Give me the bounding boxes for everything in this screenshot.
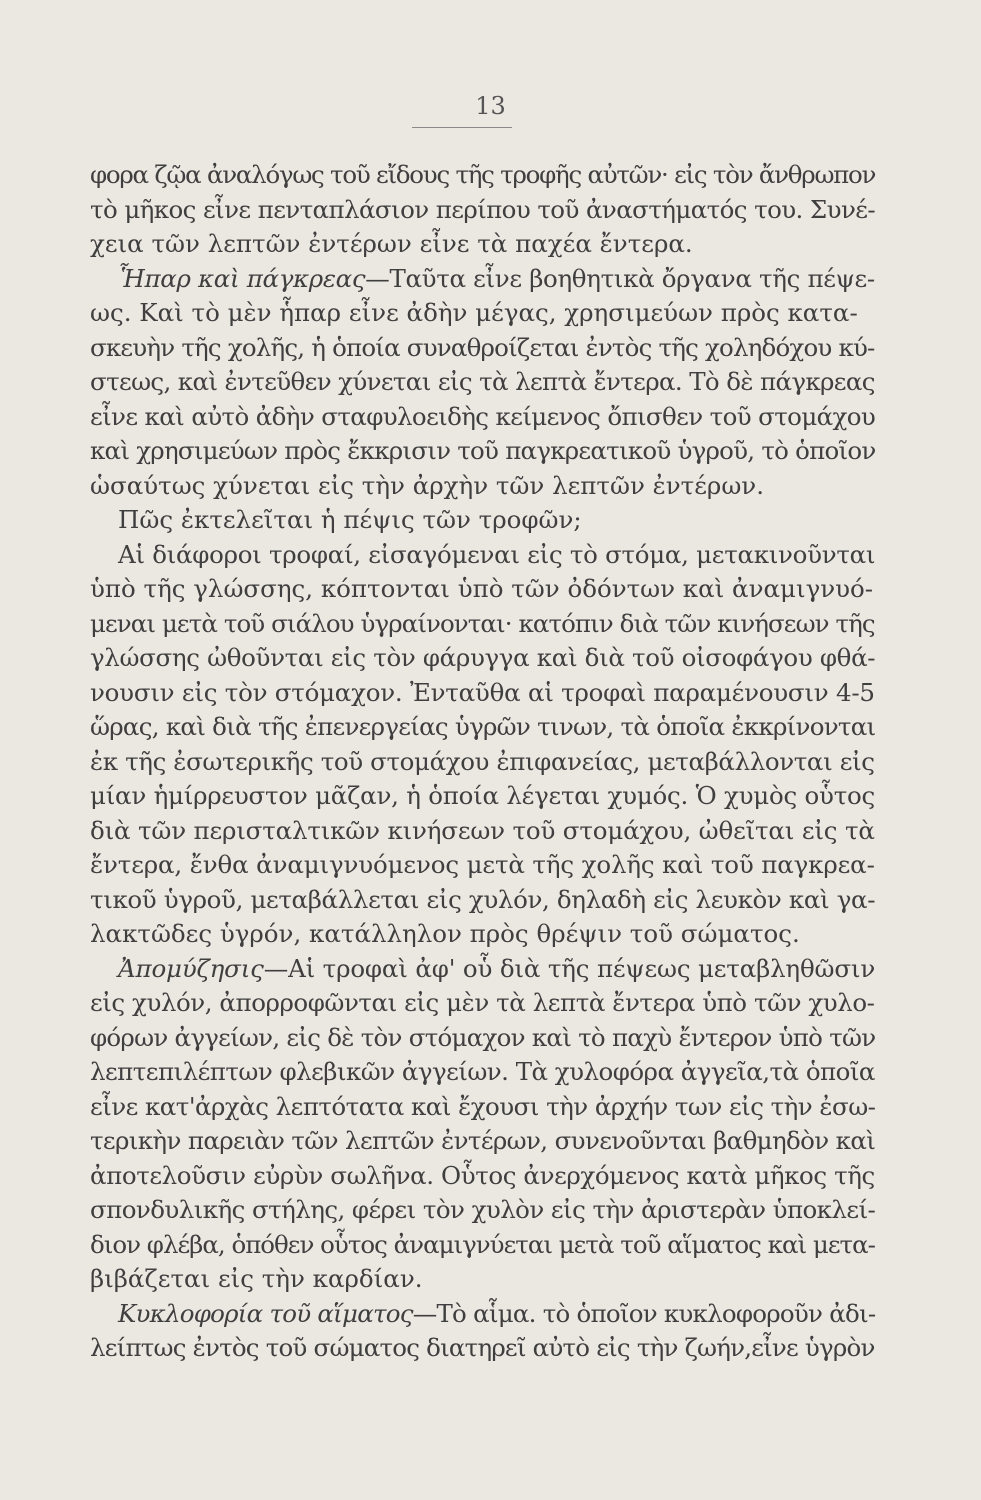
body-text (90, 158, 875, 1366)
text-span: χεια τῶν λεπτῶν ἐντέρων εἶνε τὰ παχέα ἔντερα. (90, 229, 693, 258)
text-span: —Αἱ τροφαὶ ἀφ' οὗ διὰ τῆς πέψεως μεταβληθῶσιν (263, 953, 876, 983)
text-line (90, 1021, 875, 1056)
text-span: καὶ χρησιμεύων πρὸς ἔκκρισιν τοῦ παγκρεατικοῦ ὑγροῦ, τὸ ὁποῖον (90, 436, 876, 465)
text-line (90, 745, 875, 780)
text-line (90, 952, 875, 987)
text-span: ὥρας, καὶ διὰ τῆς ἐπενεργείας ὑγρῶν τινων, τὰ ὁποῖα ἐκκρίνονται (90, 712, 876, 741)
text-span: ἀποτελοῦσιν εὐρὺν σωλῆνα. Οὗτος ἀνερχόμενος κατὰ μῆκος τῆς (90, 1160, 875, 1190)
text-line (90, 572, 875, 607)
text-line (90, 1297, 875, 1332)
text-line (90, 262, 875, 297)
text-span: λακτῶδες ὑγρόν, κατάλληλον πρὸς θρέψιν τοῦ σώματος. (90, 919, 800, 948)
text-span: εἶνε καὶ αὐτὸ ἀδὴν σταφυλοειδὴς κείμενος ὄπισθεν τοῦ στομάχου (90, 401, 876, 431)
text-line (90, 296, 875, 331)
text-span: ως. Καὶ τὸ μὲν ἧπαρ εἶνε ἀδὴν μέγας, χρησιμεύων πρὸς κατα- (90, 298, 858, 327)
text-line (90, 917, 875, 952)
text-span: διον φλέβα, ὁπόθεν οὗτος ἀναμιγνύεται μετὰ τοῦ αἵματος καὶ μετα- (90, 1229, 875, 1259)
text-line (90, 1331, 875, 1366)
text-line (90, 814, 875, 849)
text-line (90, 469, 875, 504)
page-number: 13 (475, 92, 506, 120)
text-line (90, 227, 875, 262)
text-span: Αἱ διάφοροι τροφαί, εἰσαγόμεναι εἰς τὸ στόμα, μετακινοῦνται (118, 539, 876, 569)
text-line (90, 1124, 875, 1159)
text-line (90, 1090, 875, 1125)
text-span: λεπτεπιλέπτων φλεβικῶν ἀγγείων. Τὰ χυλοφόρα ἀγγεῖα,τὰ ὁποῖα (90, 1057, 875, 1086)
italic-heading: Ἀπομύζησις (118, 953, 264, 983)
page-number-rule (412, 127, 512, 128)
text-span: ὡσαύτως χύνεται εἰς τὴν ἀρχὴν τῶν λεπτῶν ἐντέρων. (90, 470, 764, 500)
text-span: μεναι μετὰ τοῦ σιάλου ὑγραίνονται· κατόπιν διὰ τῶν κινήσεων τῆς (90, 608, 875, 638)
text-line (90, 193, 875, 228)
text-line (90, 779, 875, 814)
text-line (90, 1262, 875, 1297)
text-span: ἐκ τῆς ἐσωτερικῆς τοῦ στομάχου ἐπιφανείας, μεταβάλλονται εἰς (90, 746, 875, 776)
text-line (90, 503, 875, 538)
text-span: Πῶς ἐκτελεῖται ἡ πέψις τῶν τροφῶν; (118, 505, 582, 534)
text-span: λείπτως ἐντὸς τοῦ σώματος διατηρεῖ αὐτὸ εἰς τὴν ζωήν,εἶνε ὑγρὸν (90, 1333, 875, 1362)
text-span: διὰ τῶν περισταλτικῶν κινήσεων τοῦ στομάχου, ὠθεῖται εἰς τὰ (90, 815, 875, 845)
text-line (90, 1159, 875, 1194)
text-span: βιβάζεται εἰς τὴν καρδίαν. (90, 1264, 423, 1293)
text-line (90, 986, 875, 1021)
text-span: ἔντερα, ἔνθα ἀναμιγνυόμενος μετὰ τῆς χολῆς καὶ τοῦ παγκρεα- (90, 850, 875, 879)
text-span: —Ταῦτα εἶνε βοηθητικὰ ὄργανα τῆς πέψε- (365, 263, 875, 293)
text-span: φορα ζῷα ἀναλόγως τοῦ εἴδους τῆς τροφῆς αὐτῶν· εἰς τὸν ἄνθρωπον (90, 160, 876, 189)
text-line (90, 365, 875, 400)
text-span: μίαν ἡμίρρευστον μᾶζαν, ἡ ὁποία λέγεται χυμός. Ὁ χυμὸς οὗτος (90, 781, 876, 810)
text-span: εἶνε κατ'ἀρχὰς λεπτότατα καὶ ἔχουσι τὴν ἀρχήν των εἰς τὴν ἐσω- (90, 1091, 876, 1121)
text-line (90, 1055, 875, 1090)
text-line (90, 607, 875, 642)
text-line (90, 710, 875, 745)
italic-heading: Κυκλοφορία τοῦ αἵματος (118, 1298, 413, 1328)
text-span: σκευὴν τῆς χολῆς, ἡ ὁποία συναθροίζεται ἐντὸς τῆς χοληδόχου κύ- (90, 332, 875, 362)
text-line (90, 538, 875, 573)
text-line (90, 400, 875, 435)
text-span: τερικὴν παρειὰν τῶν λεπτῶν ἐντέρων, συνενοῦνται βαθμηδὸν καὶ (90, 1126, 876, 1155)
text-span: εἰς χυλόν, ἀπορροφῶνται εἰς μὲν τὰ λεπτὰ ἔντερα ὑπὸ τῶν χυλο- (90, 988, 875, 1017)
text-span: νουσιν εἰς τὸν στόμαχον. Ἐνταῦθα αἱ τροφαὶ παραμένουσιν 4-5 (90, 677, 875, 707)
text-line (90, 1193, 875, 1228)
text-span: σπονδυλικῆς στήλης, φέρει τὸν χυλὸν εἰς τὴν ἀριστερὰν ὑποκλεί- (90, 1195, 876, 1224)
text-line (90, 883, 875, 918)
text-span: τικοῦ ὑγροῦ, μεταβάλλεται εἰς χυλόν, δηλαδὴ εἰς λευκὸν καὶ γα- (90, 884, 876, 914)
text-span: ὑπὸ τῆς γλώσσης, κόπτονται ὑπὸ τῶν ὀδόντων καὶ ἀναμιγνυό- (90, 574, 874, 603)
text-line (90, 641, 875, 676)
text-line (90, 331, 875, 366)
text-span: στεως, καὶ ἐντεῦθεν χύνεται εἰς τὰ λεπτὰ ἔντερα. Τὸ δὲ πάγκρεας (90, 367, 875, 396)
text-span: φόρων ἀγγείων, εἰς δὲ τὸν στόμαχον καὶ τὸ παχὺ ἔντερον ὑπὸ τῶν (90, 1022, 876, 1052)
text-span: τὸ μῆκος εἶνε πενταπλάσιον περίπου τοῦ ἀναστήματός του. Συνέ- (90, 194, 876, 224)
text-line (90, 676, 875, 711)
text-span: γλώσσης ὠθοῦνται εἰς τὸν φάρυγγα καὶ διὰ τοῦ οἰσοφάγου φθά- (90, 643, 876, 672)
text-span: —Τὸ αἷμα. τὸ ὁποῖον κυκλοφοροῦν ἀδι- (412, 1298, 876, 1328)
italic-heading: Ἧπαρ καὶ πάγκρεας (118, 263, 366, 293)
text-line (90, 1228, 875, 1263)
text-line (90, 848, 875, 883)
text-line (90, 158, 875, 193)
text-line (90, 434, 875, 469)
